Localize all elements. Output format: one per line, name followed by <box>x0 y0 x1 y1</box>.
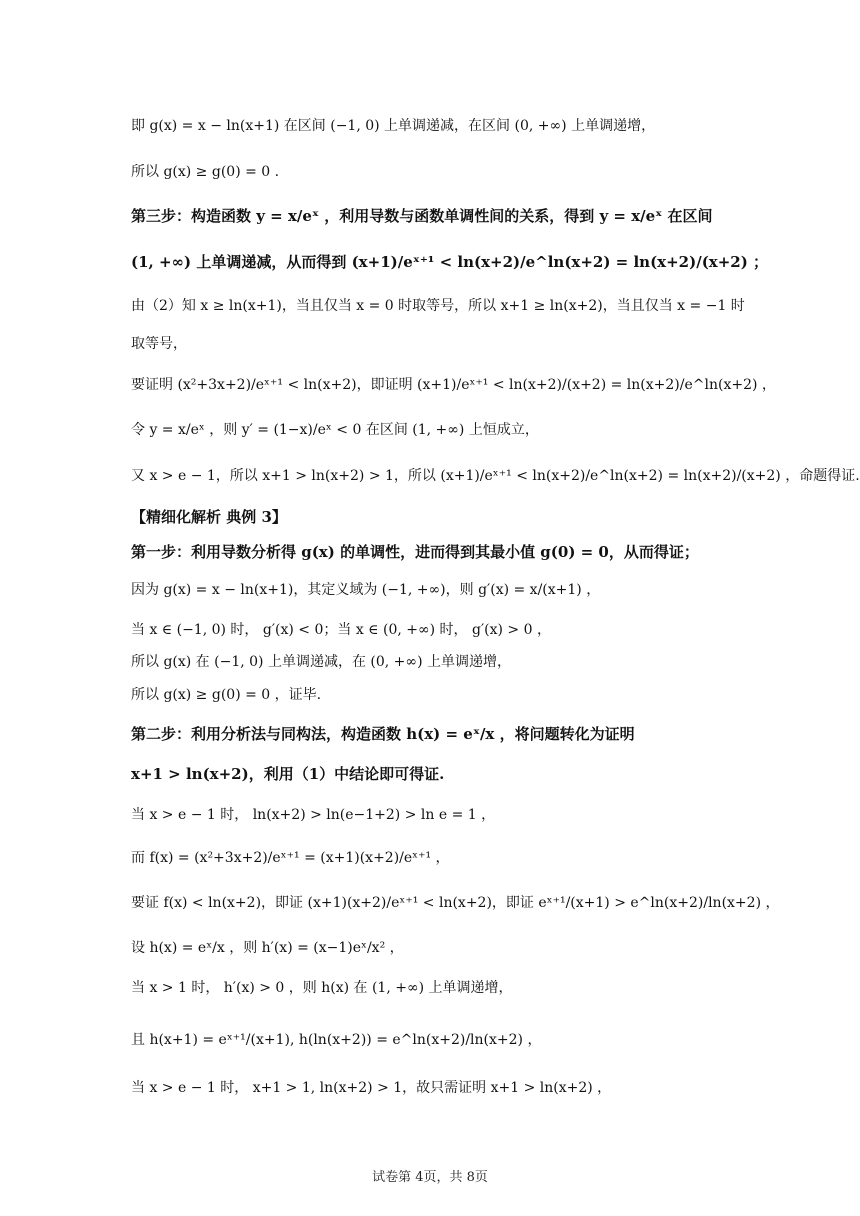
section-heading: 【精细化解析 典例 3】 <box>131 508 287 526</box>
text-line: 要证 f(x) < ln(x+2)，即证 (x+1)(x+2)/eˣ⁺¹ < ln(x+2)，即证 eˣ⁺¹/(x+1) > e^ln(x+2)/ln(x+2) ， <box>131 895 780 911</box>
text-line: 又 x > e − 1，所以 x+1 > ln(x+2) > 1，所以 (x+1)/eˣ⁺¹ < ln(x+2)/e^ln(x+2) = ln(x+2)/(x+2) ，命题得证. <box>131 468 860 484</box>
text-line: 且 h(x+1) = eˣ⁺¹/(x+1), h(ln(x+2)) = e^ln(x+2)/ln(x+2) ， <box>131 1032 542 1048</box>
page-footer: 试卷第 4页，共 8页 <box>372 1170 488 1185</box>
text-line: 当 x > 1 时， h′(x) > 0 ，则 h(x) 在 (1, +∞) 上单调递增， <box>131 980 513 996</box>
text-line: 即 g(x) = x − ln(x+1) 在区间 (−1, 0) 上单调递减，在区间 (0, +∞) 上单调递增， <box>131 118 656 134</box>
text-line: 因为 g(x) = x − ln(x+1)，其定义域为 (−1, +∞)，则 g′(x) = x/(x+1) ， <box>131 582 601 598</box>
text-line: 当 x ∈ (−1, 0) 时， g′(x) < 0；当 x ∈ (0, +∞) 时， g′(x) > 0 ， <box>131 622 551 638</box>
text-line: 所以 g(x) ≥ g(0) = 0 ，证毕. <box>131 687 322 703</box>
step-heading: 第三步：构造函数 y = x/eˣ ，利用导数与函数单调性间的关系，得到 y = x/eˣ 在区间 <box>131 207 713 225</box>
text-line: 设 h(x) = eˣ/x ，则 h′(x) = (x−1)eˣ/x² ， <box>131 940 404 956</box>
text-line: 令 y = x/eˣ ，则 y′ = (1−x)/eˣ < 0 在区间 (1, +∞) 上恒成立， <box>131 422 539 438</box>
text-line: 要证明 (x²+3x+2)/eˣ⁺¹ < ln(x+2)，即证明 (x+1)/eˣ⁺¹ < ln(x+2)/(x+2) = ln(x+2)/e^ln(x+2) ， <box>131 377 776 393</box>
step-heading: (1, +∞) 上单调递减，从而得到 (x+1)/eˣ⁺¹ < ln(x+2)/e^ln(x+2) = ln(x+2)/(x+2) ； <box>131 253 769 271</box>
text-line: 由（2）知 x ≥ ln(x+1)，当且仅当 x = 0 时取等号，所以 x+1 ≥ ln(x+2)，当且仅当 x = −1 时 <box>131 298 745 314</box>
step-heading: 第一步：利用导数分析得 g(x) 的单调性，进而得到其最小值 g(0) = 0，从而得证； <box>131 543 699 561</box>
step-heading: x+1 > ln(x+2)，利用（1）中结论即可得证. <box>131 765 445 783</box>
text-line: 所以 g(x) 在 (−1, 0) 上单调递减，在 (0, +∞) 上单调递增， <box>131 654 511 670</box>
text-line: 当 x > e − 1 时， x+1 > 1, ln(x+2) > 1，故只需证明 x+1 > ln(x+2) ， <box>131 1080 612 1096</box>
text-line: 当 x > e − 1 时， ln(x+2) > ln(e−1+2) > ln e = 1 ， <box>131 807 496 823</box>
text-line: 所以 g(x) ≥ g(0) = 0 . <box>131 164 280 180</box>
step-heading: 第二步：利用分析法与同构法，构造函数 h(x) = eˣ/x ，将问题转化为证明 <box>131 725 635 743</box>
text-line: 而 f(x) = (x²+3x+2)/eˣ⁺¹ = (x+1)(x+2)/eˣ⁺¹ ， <box>131 850 450 866</box>
text-line: 取等号， <box>131 336 187 352</box>
